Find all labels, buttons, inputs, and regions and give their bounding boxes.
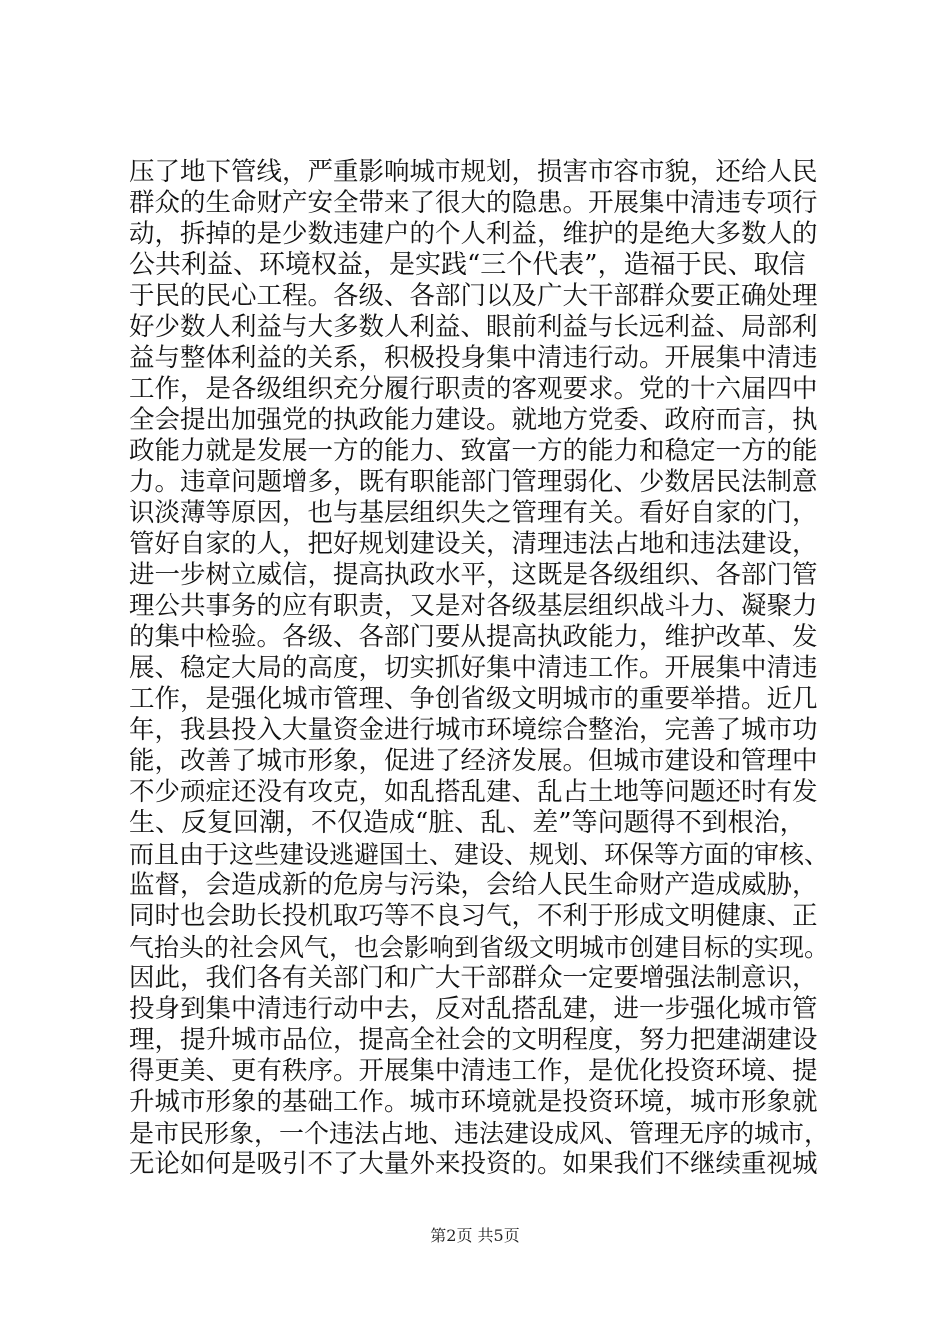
text-line: 升城市形象的基础工作。城市环境就是投资环境，城市形象就 — [129, 1087, 818, 1117]
text-line: 好少数人利益与大多数人利益、眼前利益与长远利益、局部利 — [129, 312, 818, 342]
text-line: 投身到集中清违行动中去，反对乱搭乱建，进一步强化城市管 — [129, 994, 818, 1024]
body-text — [129, 157, 829, 1180]
text-line: 政能力就是发展一方的能力、致富一方的能力和稳定一方的能 — [129, 436, 818, 466]
text-line: 全会提出加强党的执政能力建设。就地方党委、政府而言，执 — [129, 405, 818, 435]
text-line: 管好自家的人，把好规划建设关，清理违法占地和违法建设， — [129, 529, 818, 559]
text-line: 监督，会造成新的危房与污染，会给人民生命财产造成威胁， — [129, 870, 818, 900]
text-line: 得更美、更有秩序。开展集中清违工作，是优化投资环境、提 — [129, 1056, 818, 1086]
text-line: 益与整体利益的关系，积极投身集中清违行动。开展集中清违 — [129, 343, 818, 373]
text-line: 工作，是各级组织充分履行职责的客观要求。党的十六届四中 — [129, 374, 818, 404]
text-line: 公共利益、环境权益，是实践“三个代表”，造福于民、取信 — [129, 250, 806, 280]
text-line: 同时也会助长投机取巧等不良习气，不利于形成文明健康、正 — [129, 901, 818, 931]
text-line: 无论如何是吸引不了大量外来投资的。如果我们不继续重视城 — [129, 1149, 818, 1179]
text-line: 理，提升城市品位，提高全社会的文明程度，努力把建湖建设 — [129, 1025, 818, 1055]
page-number-footer: 第2页 共5页 — [430, 1226, 520, 1245]
text-line: 展、稳定大局的高度，切实抓好集中清违工作。开展集中清违 — [129, 653, 818, 683]
text-line: 年，我县投入大量资金进行城市环境综合整治，完善了城市功 — [129, 715, 818, 745]
text-line: 的集中检验。各级、各部门要从提高执政能力，维护改革、发 — [129, 622, 818, 652]
text-line: 工作，是强化城市管理、争创省级文明城市的重要举措。近几 — [129, 684, 818, 714]
text-line: 不少顽症还没有攻克，如乱搭乱建、乱占土地等问题还时有发 — [129, 777, 818, 807]
text-line: 是市民形象，一个违法占地、违法建设成风、管理无序的城市， — [129, 1119, 830, 1148]
text-line: 群众的生命财产安全带来了很大的隐患。开展集中清违专项行 — [129, 188, 818, 218]
text-line: 动，拆掉的是少数违建户的个人利益，维护的是绝大多数人的 — [129, 219, 818, 249]
text-line: 压了地下管线，严重影响城市规划，损害市容市貌，还给人民 — [129, 157, 818, 187]
text-line: 能，改善了城市形象，促进了经济发展。但城市建设和管理中 — [129, 746, 818, 776]
text-line: 气抬头的社会风气，也会影响到省级文明城市创建目标的实现。 — [129, 933, 830, 962]
text-line: 识淡薄等原因，也与基层组织失之管理有关。看好自家的门， — [129, 498, 818, 528]
text-line: 力。违章问题增多，既有职能部门管理弱化、少数居民法制意 — [129, 467, 818, 497]
text-line: 生、反复回潮，不仅造成“脏、乱、差”等问题得不到根治， — [129, 808, 806, 838]
text-line: 而且由于这些建设逃避国土、建设、规划、环保等方面的审核、 — [129, 840, 830, 869]
text-line: 理公共事务的应有职责，又是对各级基层组织战斗力、凝聚力 — [129, 591, 818, 621]
text-line: 因此，我们各有关部门和广大干部群众一定要增强法制意识， — [129, 963, 818, 993]
text-line: 进一步树立威信，提高执政水平，这既是各级组织、各部门管 — [129, 560, 818, 590]
text-line: 于民的民心工程。各级、各部门以及广大干部群众要正确处理 — [129, 281, 818, 311]
